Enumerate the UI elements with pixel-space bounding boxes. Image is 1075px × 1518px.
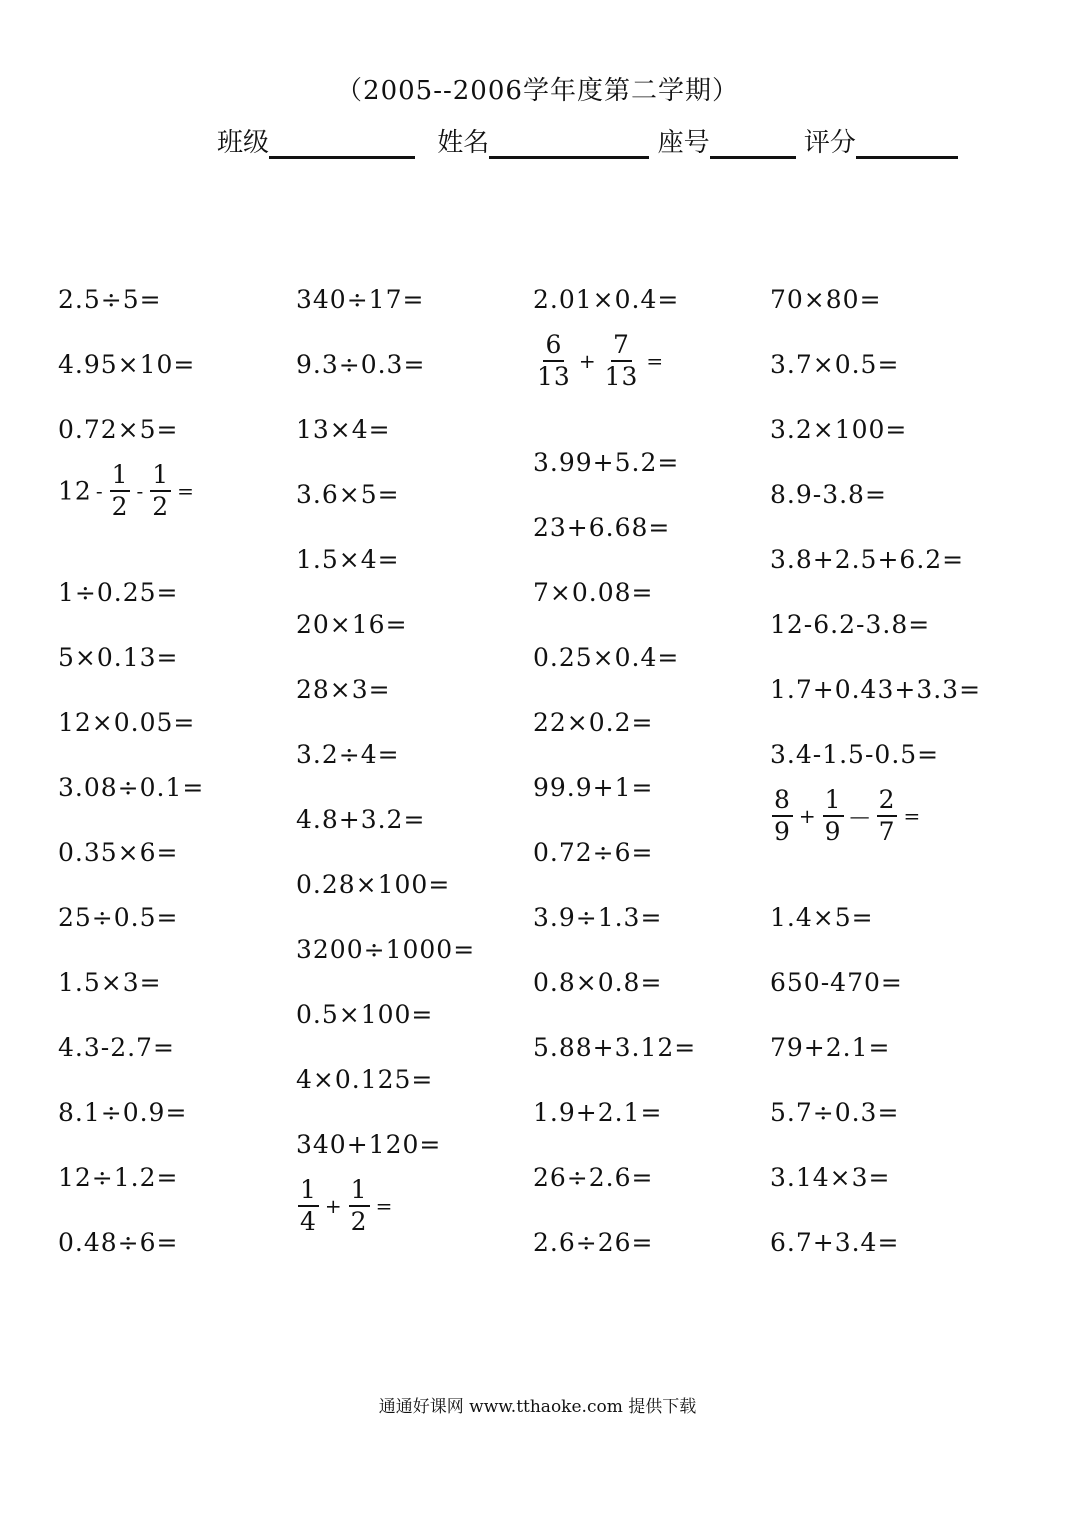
- fraction-numerator: 1: [349, 1175, 370, 1207]
- expr-operator: -: [136, 479, 145, 503]
- name-label: 姓名: [437, 128, 490, 158]
- expr-lead: 12: [58, 476, 92, 506]
- problem-item: 3.2×100=: [770, 415, 908, 444]
- fraction-denominator: 9: [824, 817, 842, 846]
- problem-item: 7×0.08=: [533, 578, 654, 607]
- problem-item: 9.3÷0.3=: [296, 350, 426, 379]
- problem-item: 3.4-1.5-0.5=: [770, 740, 940, 769]
- fraction-denominator: 7: [878, 817, 896, 846]
- problem-item: 79+2.1=: [770, 1033, 891, 1062]
- fraction: [823, 785, 844, 847]
- problem-item: 3.99+5.2=: [533, 448, 680, 477]
- expr-operator: —: [849, 804, 871, 828]
- seat-blank: [710, 126, 796, 159]
- fraction-denominator: 13: [537, 362, 571, 391]
- fraction: [298, 1175, 319, 1237]
- problem-item: [58, 460, 199, 522]
- problem-item: [770, 785, 925, 847]
- problem-item: 2.01×0.4=: [533, 285, 680, 314]
- class-label: 班级: [217, 128, 270, 158]
- fraction-numerator: 2: [877, 785, 898, 817]
- problem-item: 3.2÷4=: [296, 740, 400, 769]
- expr-equals: =: [375, 1194, 394, 1218]
- fraction-denominator: 13: [604, 362, 639, 391]
- problem-item: 5.88+3.12=: [533, 1033, 697, 1062]
- problem-item: 1.5×4=: [296, 545, 400, 574]
- fraction-denominator: 9: [774, 817, 791, 846]
- fraction-denominator: 2: [111, 492, 129, 521]
- fraction-numerator: 8: [772, 785, 793, 817]
- problem-item: 4.8+3.2=: [296, 805, 426, 834]
- problem-item: 12×0.05=: [58, 708, 196, 737]
- fraction-denominator: 4: [300, 1207, 317, 1236]
- class-blank: [269, 126, 415, 159]
- student-info-row: [217, 122, 958, 159]
- fraction-numerator: 6: [543, 330, 564, 362]
- problem-item: 26÷2.6=: [533, 1163, 654, 1192]
- expr-equals: =: [903, 804, 922, 828]
- problem-item: 70×80=: [770, 285, 882, 314]
- problem-item: 23+6.68=: [533, 513, 671, 542]
- expr-equals: =: [177, 479, 195, 503]
- problem-item: 28×3=: [296, 675, 391, 704]
- problem-item: 8.9-3.8=: [770, 480, 887, 509]
- score-blank: [856, 126, 958, 159]
- problem-item: 6.7+3.4=: [770, 1228, 900, 1257]
- problem-item: [296, 1175, 397, 1237]
- problem-item: 340+120=: [296, 1130, 442, 1159]
- expr-operator: +: [324, 1194, 343, 1218]
- problem-item: 3.6×5=: [296, 480, 400, 509]
- problem-item: 2.6÷26=: [533, 1228, 654, 1257]
- problem-item: 0.72÷6=: [533, 838, 654, 867]
- fraction: [603, 330, 641, 392]
- score-label: 评分: [803, 128, 856, 158]
- problem-item: 1.5×3=: [58, 968, 162, 997]
- problem-item: 0.8×0.8=: [533, 968, 663, 997]
- name-blank: [489, 126, 649, 159]
- problem-item: 1÷0.25=: [58, 578, 179, 607]
- fraction: [877, 785, 898, 847]
- problem-item: 0.48÷6=: [58, 1228, 179, 1257]
- problem-item: 1.7+0.43+3.3=: [770, 675, 982, 704]
- fraction-denominator: 2: [152, 492, 170, 521]
- problem-item: 0.72×5=: [58, 415, 179, 444]
- problem-item: 340÷17=: [296, 285, 425, 314]
- problem-item: 4.95×10=: [58, 350, 196, 379]
- problem-item: 22×0.2=: [533, 708, 654, 737]
- problem-item: 1.4×5=: [770, 903, 874, 932]
- problem-item: 12-6.2-3.8=: [770, 610, 931, 639]
- problem-item: 12÷1.2=: [58, 1163, 179, 1192]
- fraction: [150, 460, 171, 522]
- page-title: （2005--2006学年度第二学期）: [336, 76, 739, 106]
- expr-equals: =: [646, 349, 665, 373]
- fraction: [349, 1175, 370, 1237]
- footer-credit: 通通好课网 www.tthaoke.com 提供下载: [378, 1397, 697, 1417]
- problem-item: 99.9+1=: [533, 773, 654, 802]
- problem-item: 0.25×0.4=: [533, 643, 680, 672]
- problem-item: 0.35×6=: [58, 838, 179, 867]
- fraction-numerator: 1: [110, 460, 131, 492]
- fraction-numerator: 7: [611, 330, 632, 362]
- fraction-numerator: 1: [823, 785, 844, 817]
- problem-item: 0.5×100=: [296, 1000, 434, 1029]
- problem-item: 3.7×0.5=: [770, 350, 900, 379]
- fraction: [772, 785, 793, 847]
- problem-item: 0.28×100=: [296, 870, 451, 899]
- problem-item: 5×0.13=: [58, 643, 179, 672]
- problem-item: 4×0.125=: [296, 1065, 434, 1094]
- problem-item: 13×4=: [296, 415, 391, 444]
- problem-item: 3.9÷1.3=: [533, 903, 663, 932]
- problem-item: 25÷0.5=: [58, 903, 179, 932]
- problem-item: 3200÷1000=: [296, 935, 476, 964]
- problem-item: 5.7÷0.3=: [770, 1098, 900, 1127]
- fraction-denominator: 2: [350, 1207, 368, 1236]
- problem-item: 3.08÷0.1=: [58, 773, 205, 802]
- problem-item: 4.3-2.7=: [58, 1033, 175, 1062]
- fraction-numerator: 1: [150, 460, 171, 492]
- expr-operator: -: [95, 479, 104, 503]
- fraction: [110, 460, 131, 522]
- expr-operator: +: [798, 804, 817, 828]
- problem-item: 1.9+2.1=: [533, 1098, 663, 1127]
- problem-item: [533, 330, 668, 392]
- problem-item: 650-470=: [770, 968, 903, 997]
- problem-item: 8.1÷0.9=: [58, 1098, 188, 1127]
- fraction-numerator: 1: [298, 1175, 319, 1207]
- problem-item: 3.14×3=: [770, 1163, 891, 1192]
- fraction: [535, 330, 573, 392]
- problem-item: 2.5÷5=: [58, 285, 162, 314]
- problem-item: 20×16=: [296, 610, 408, 639]
- problem-item: 3.8+2.5+6.2=: [770, 545, 965, 574]
- seat-label: 座号: [657, 128, 710, 158]
- expr-operator: +: [578, 349, 597, 373]
